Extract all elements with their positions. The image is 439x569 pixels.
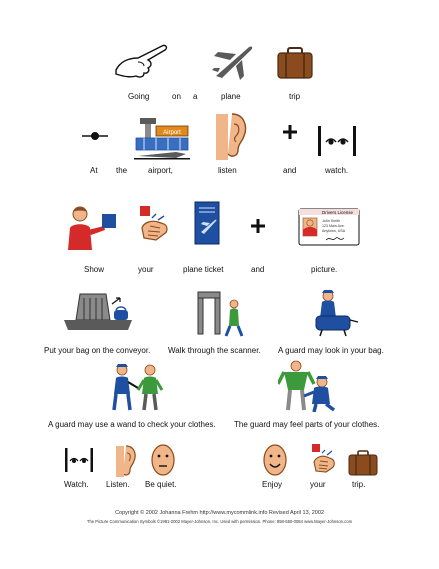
word-enjoy: Enjoy (262, 480, 283, 489)
conveyor-scanner-icon (62, 290, 136, 338)
quiet-face-icon (150, 442, 176, 478)
word-listen: listen (218, 166, 237, 175)
hand-giving-icon (134, 204, 174, 244)
word-be-quiet: Be quiet. (145, 480, 177, 489)
guard-searching-bag-icon (306, 288, 362, 338)
word-and: and (283, 166, 297, 175)
word-your: your (138, 265, 154, 274)
word-on: on (172, 92, 181, 101)
pointing-hand-icon (112, 40, 170, 82)
smiling-face-icon (262, 442, 288, 478)
airport-icon (132, 112, 192, 160)
word-watch-final: Watch. (64, 480, 89, 489)
caption-feel-clothes: The guard may feel parts of your clothes. (234, 420, 380, 429)
word-at: At (90, 166, 98, 175)
id-card-icon (298, 208, 360, 246)
word-trip-final: trip. (352, 480, 366, 489)
caption-wand: A guard may use a wand to check your clothes. (48, 420, 216, 429)
word-watch: watch. (325, 166, 349, 175)
ear-icon (114, 444, 138, 478)
suitcase-icon (276, 46, 314, 80)
card-line3-text: Anytown, USA (322, 229, 346, 233)
airplane-icon (210, 42, 256, 82)
word-plane-ticket: plane ticket (183, 265, 224, 274)
suitcase-icon (348, 450, 378, 476)
hand-giving-icon (308, 442, 340, 476)
caption-scanner: Walk through the scanner. (168, 346, 261, 355)
caption-look-in-bag: A guard may look in your bag. (278, 346, 384, 355)
location-marker-icon (80, 128, 110, 144)
word-going: Going (128, 92, 150, 101)
person-showing-icon (64, 204, 120, 252)
word-a: a (193, 92, 198, 101)
word-listen-final: Listen. (106, 480, 130, 489)
plane-ticket-icon (193, 200, 223, 248)
guard-with-wand-icon (106, 362, 168, 412)
pcs-credit-line: The Picture Communication Symbols ©1981-2002 Mayer-Johnson, Inc. Used with permission. Phone: 858-550-0084 www.Mayer-Johnson.com (86, 519, 353, 524)
caption-conveyor: Put your bag on the conveyor. (44, 346, 151, 355)
word-airport: airport, (148, 166, 173, 175)
eyes-icon (64, 446, 94, 474)
ear-icon (212, 110, 250, 160)
guard-pat-down-icon (278, 360, 346, 412)
airport-sign-text: Airport (163, 130, 181, 136)
card-line2-text: 123 Main Ave. (322, 224, 345, 228)
plus-icon (282, 124, 298, 140)
card-line1-text: John Smith (322, 219, 340, 223)
copyright-line: Copyright © 2002 Johanna Frehm http://www.mycommlink.info Revised April 13, 2002 (115, 510, 324, 516)
word-and: and (251, 265, 265, 274)
walk-through-scanner-icon (196, 290, 248, 338)
plus-icon (250, 218, 266, 234)
word-your-final: your (310, 480, 326, 489)
word-show: Show (84, 265, 105, 274)
word-plane: plane (221, 92, 241, 101)
word-the: the (116, 166, 128, 175)
eyes-icon (316, 124, 358, 158)
card-title-text: Drivers License (322, 210, 354, 215)
word-picture: picture. (311, 265, 338, 274)
word-trip: trip (289, 92, 301, 101)
